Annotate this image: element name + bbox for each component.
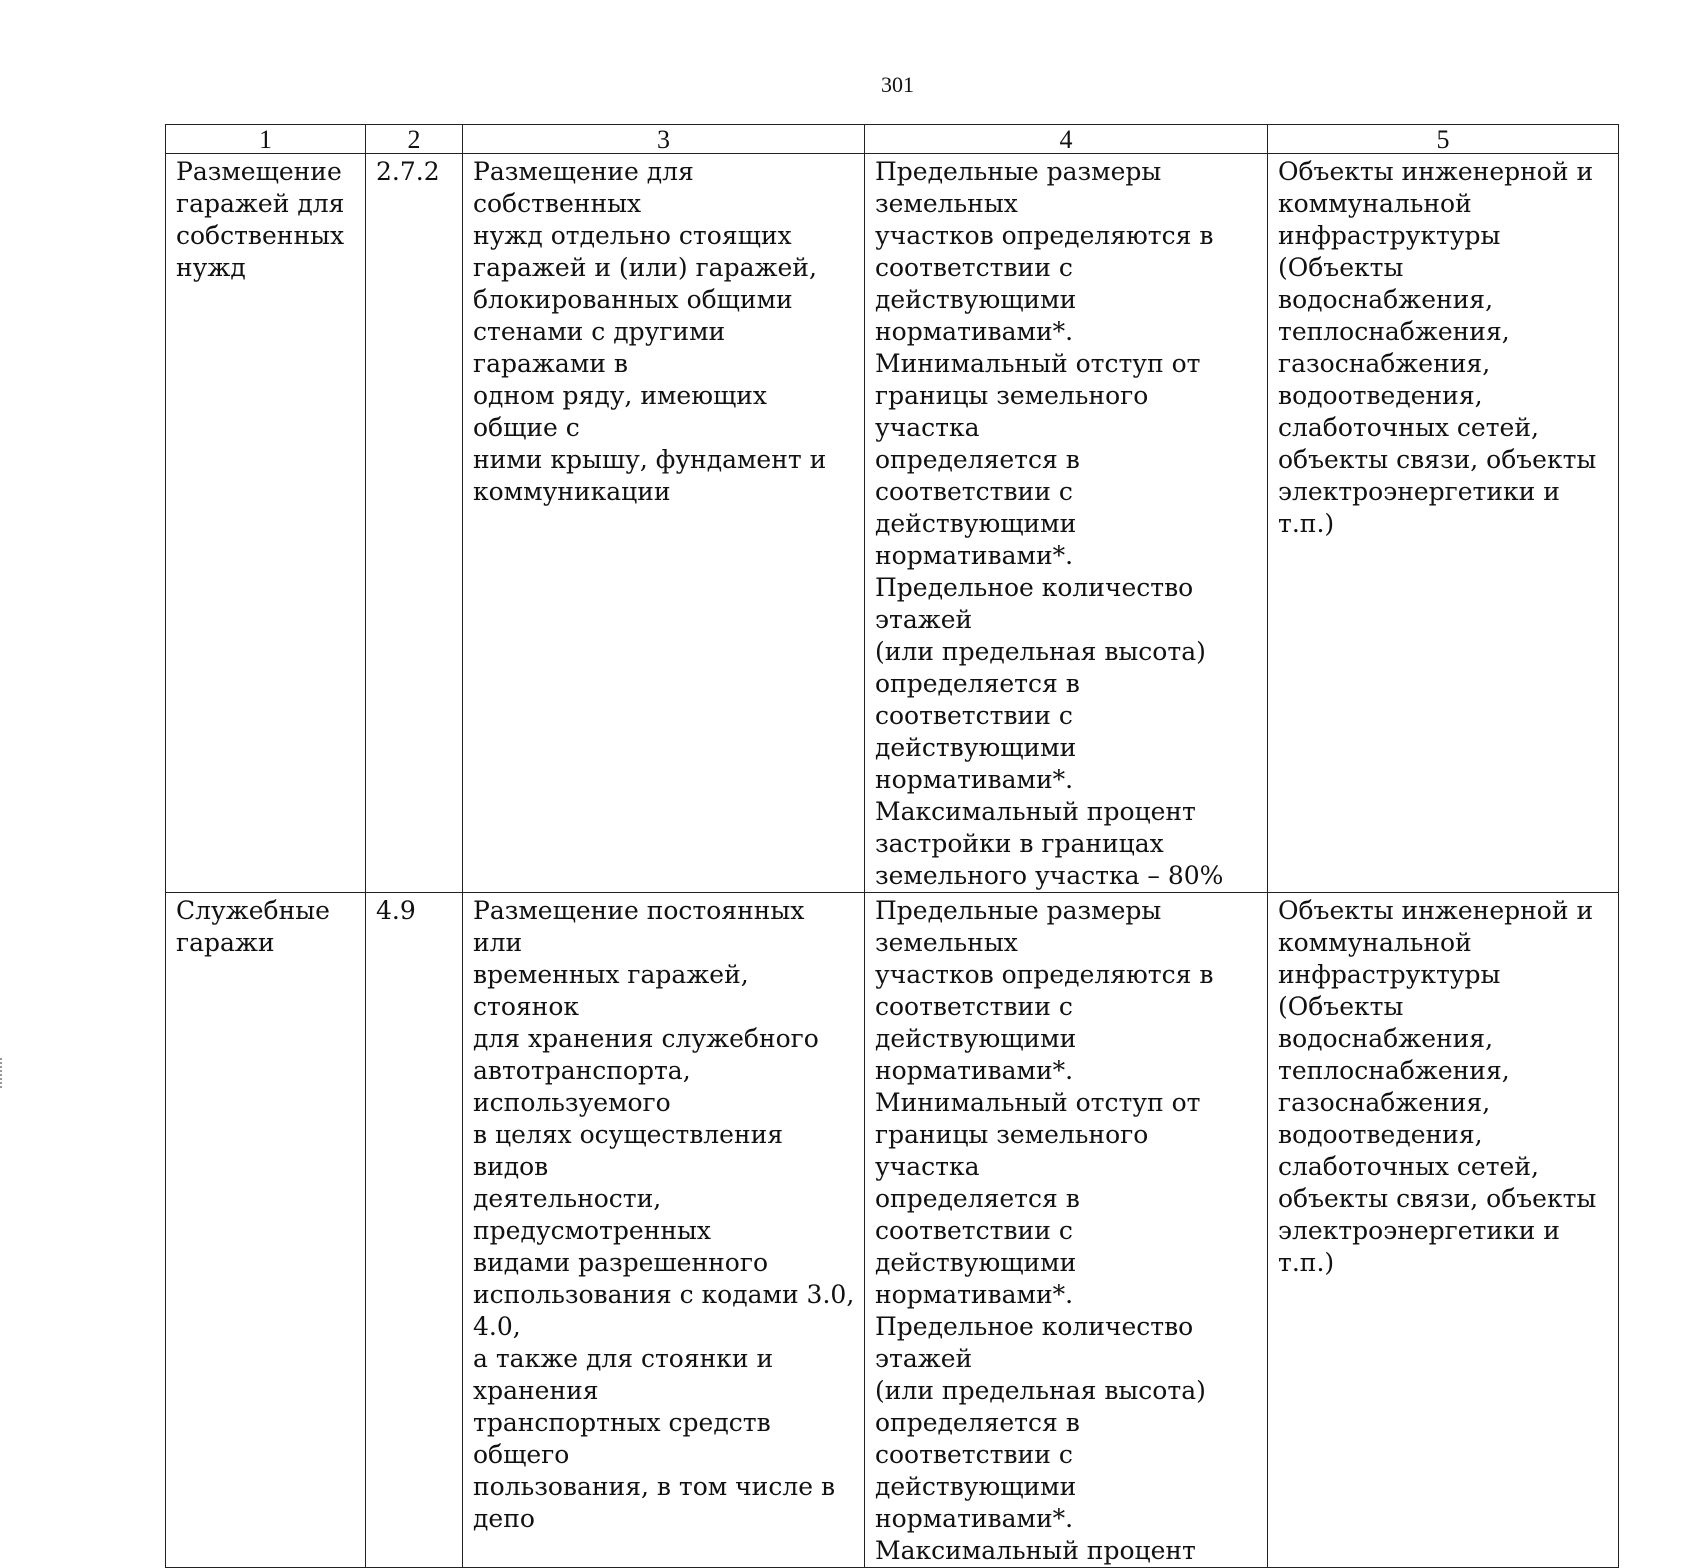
table-header-row [166,125,1619,154]
land-use-name-cell: Размещение гаражей для собственных нужд [166,154,366,893]
page-number: 301 [881,72,914,97]
column-header-1: 1 [166,125,366,154]
table-row [166,154,1619,893]
column-header-4: 4 [865,125,1268,154]
description-cell: Размещение для собственных нужд отдельно стоящих гаражей и (или) гаражей, блокированных общими стенами с другими гаражами в одном ряду, имеющих общие с ними крышу, фундамент и коммуникации [463,154,865,893]
parameters-cell: Предельные размеры земельных участков определяются в соответствии с действующими нормативами*. Минимальный отступ от границы земельного участка определяется в соответствии с действующими нормативами*. Предельное количество этажей (или предельная высота) определяется в соответствии с действующими нормативами*. Максимальный процент застройки в границах земельного участка – 80% [865,154,1268,893]
zoning-table [165,124,1619,1568]
land-use-code-cell: 4.9 [366,893,463,1568]
column-header-2: 2 [366,125,463,154]
infrastructure-cell: Объекты инженерной и коммунальной инфраструктуры (Объекты водоснабжения, теплоснабжения, газоснабжения, водоотведения, слаботочных сетей, объекты связи, объекты электроэнергетики и т.п.) [1268,154,1619,893]
description-cell: Размещение постоянных или временных гаражей, стоянок для хранения служебного автотранспорта, используемого в целях осуществления видов деятельности, предусмотренных видами разрешенного использования с кодами 3.0, 4.0, а также для стоянки и хранения транспортных средств общего пользования, в том числе в депо [463,893,865,1568]
table-row [166,893,1619,1568]
land-use-name-cell: Служебные гаражи [166,893,366,1568]
infrastructure-cell: Объекты инженерной и коммунальной инфраструктуры (Объекты водоснабжения, теплоснабжения, газоснабжения, водоотведения, слаботочных сетей, объекты связи, объекты электроэнергетики и т.п.) [1268,893,1619,1568]
parameters-cell: Предельные размеры земельных участков определяются в соответствии с действующими нормативами*. Минимальный отступ от границы земельного участка определяется в соответствии с действующими нормативами*. Предельное количество этажей (или предельная высота) определяется в соответствии с действующими нормативами*. Максимальный процент [865,893,1268,1568]
column-header-3: 3 [463,125,865,154]
scan-edge-mark [0,1058,8,1088]
land-use-code-cell: 2.7.2 [366,154,463,893]
column-header-5: 5 [1268,125,1619,154]
